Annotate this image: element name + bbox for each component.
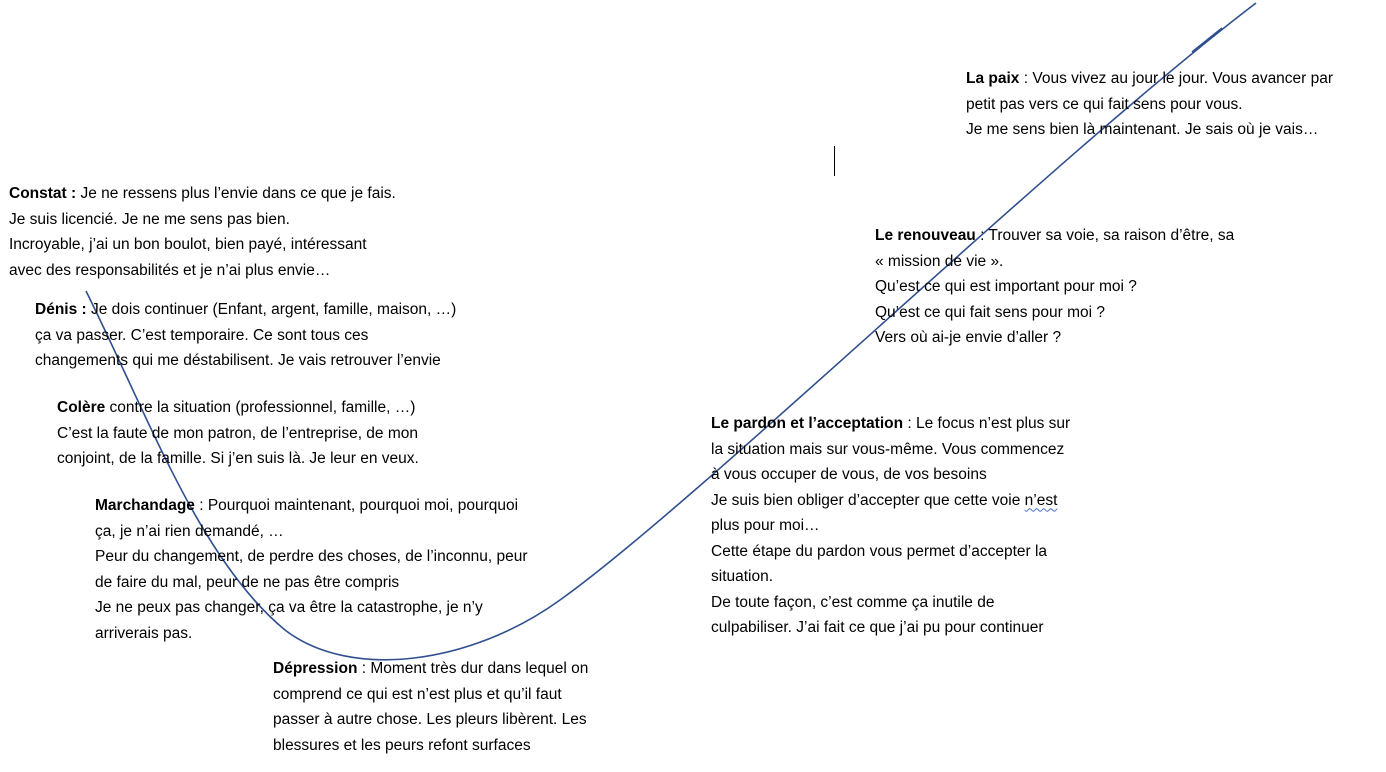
stage-text: Je ne peux pas changer, ça va être la catastrophe, je n’y xyxy=(95,599,483,616)
stage-text: : Trouver sa voie, sa raison d’être, sa xyxy=(975,227,1235,244)
stage-text: : Pourquoi maintenant, pourquoi moi, pourquoi xyxy=(194,497,519,514)
stage-text: passer à autre chose. Les pleurs libèrent. Les xyxy=(273,711,587,728)
stage-constat xyxy=(9,181,396,283)
stage-text: C’est la faute de mon patron, de l’entreprise, de mon xyxy=(57,424,419,442)
stage-text: Qu’est ce qui est important pour moi ? xyxy=(875,278,1137,295)
stage-text: Je suis bien obliger d’accepter que cette voie xyxy=(711,491,1025,509)
stage-text: situation. xyxy=(711,568,774,585)
stage-pardon-acceptation xyxy=(711,411,1070,641)
stage-denis xyxy=(35,297,456,374)
stage-text: ça, je n’ai rien demandé, … xyxy=(95,522,284,540)
stage-text: culpabiliser. J’ai fait ce que j’ai pu pour continuer xyxy=(711,619,1044,636)
stage-text: : Le focus n’est plus sur xyxy=(903,415,1071,432)
stage-title: Constat : xyxy=(9,185,77,202)
stage-text: contre la situation (professionnel, famille, …) xyxy=(105,399,416,416)
stage-marchandage xyxy=(95,493,528,646)
stage-depression xyxy=(273,656,588,758)
stage-text: plus pour moi… xyxy=(711,517,820,534)
stage-text: conjoint, de la famille. Si j’en suis là. Je leur en veux. xyxy=(57,450,419,467)
stage-title: Dépression xyxy=(273,660,358,677)
stage-text: Peur du changement, de perdre des choses, de l’inconnu, peur xyxy=(95,548,528,565)
stage-text: : Moment très dur dans lequel on xyxy=(357,660,589,677)
stage-text: changements qui me déstabilisent. Je vais retrouver l’envie xyxy=(35,352,441,369)
stage-title: La paix xyxy=(966,70,1020,87)
stage-text: Incroyable, j’ai un bon boulot, bien payé, intéressant xyxy=(9,236,367,253)
stage-text: Cette étape du pardon vous permet d’accepter la xyxy=(711,542,1048,560)
stage-text: Je me sens bien là maintenant. Je sais où je vais… xyxy=(966,121,1319,138)
stage-text: comprend ce qui est n’est plus et qu’il faut xyxy=(273,685,562,703)
stage-text: petit pas vers ce qui fait sens pour vous. xyxy=(966,95,1243,113)
stage-title: Colère xyxy=(57,399,106,416)
stage-title: Le pardon et l’acceptation xyxy=(711,415,904,432)
stage-text: de faire du mal, peur de ne pas être compris xyxy=(95,573,400,591)
stage-text: De toute façon, c’est comme ça inutile de xyxy=(711,593,995,611)
stage-text: ça va passer. C’est temporaire. Ce sont tous ces xyxy=(35,326,369,344)
stage-text: : Vous vivez au jour le jour. Vous avancer par xyxy=(1019,70,1334,87)
stage-title: Marchandage xyxy=(95,497,195,514)
stage-text: Je suis licencié. Je ne me sens pas bien. xyxy=(9,210,290,228)
curve-end-tick xyxy=(1192,28,1222,52)
text-cursor xyxy=(834,146,835,176)
stage-text: avec des responsabilités et je n’ai plus envie… xyxy=(9,261,331,279)
stage-text: Vers où ai-je envie d’aller ? xyxy=(875,329,1062,346)
stage-colere xyxy=(57,395,419,472)
stage-text: Je dois continuer (Enfant, argent, famille, maison, …) xyxy=(86,301,457,318)
stage-title: Dénis : xyxy=(35,301,87,318)
stage-paix xyxy=(966,66,1333,143)
stage-text: la situation mais sur vous-même. Vous commencez xyxy=(711,440,1065,458)
stage-renouveau xyxy=(875,223,1234,351)
stage-text: blessures et les peurs refont surfaces xyxy=(273,736,531,754)
stage-text: arriverais pas. xyxy=(95,624,193,642)
spellcheck-word: n’est xyxy=(1024,491,1058,509)
stage-text: Je ne ressens plus l’envie dans ce que je fais. xyxy=(76,185,396,202)
stage-text: « mission de vie ». xyxy=(875,252,1004,270)
stage-text: Qu’est ce qui fait sens pour moi ? xyxy=(875,303,1106,321)
stage-title: Le renouveau xyxy=(875,227,976,244)
stage-text: à vous occuper de vous, de vos besoins xyxy=(711,466,987,483)
